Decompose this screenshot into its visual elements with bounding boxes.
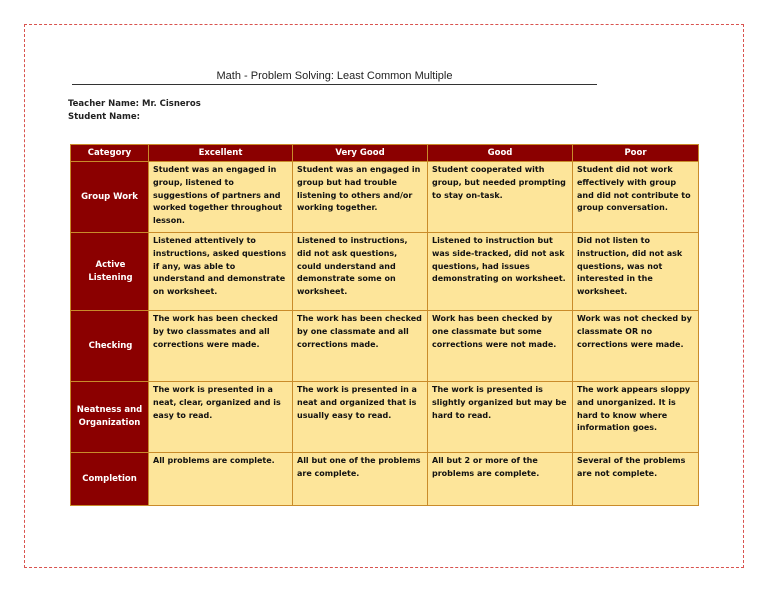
category-cell: Completion: [71, 453, 149, 506]
rubric-cell: The work appears sloppy and unorganized. It is hard to know where information goes.: [573, 382, 699, 453]
category-cell: Active Listening: [71, 233, 149, 311]
rubric-cell: Listened to instructions, did not ask questions, could understand and demonstrate some on worksheet.: [293, 233, 428, 311]
rubric-cell: The work is presented in a neat, clear, organized and is easy to read.: [149, 382, 293, 453]
rubric-cell: Listened to instruction but was side-tracked, did not ask questions, had issues demonstrating on worksheet.: [428, 233, 573, 311]
rubric-cell: Student did not work effectively with group and did not contribute to group conversation.: [573, 162, 699, 233]
header-excellent: Excellent: [149, 145, 293, 162]
rubric-cell: Student was an engaged in group but had trouble listening to others and/or working together.: [293, 162, 428, 233]
table-row: [71, 311, 699, 382]
category-cell: Group Work: [71, 162, 149, 233]
student-label: Student Name:: [68, 112, 141, 122]
rubric-cell: The work has been checked by one classmate and all corrections made.: [293, 311, 428, 382]
header-category: Category: [71, 145, 149, 162]
table-row: [71, 382, 699, 453]
table-row: [71, 233, 699, 311]
rubric-cell: Student cooperated with group, but needed prompting to stay on-task.: [428, 162, 573, 233]
student-line: [68, 112, 140, 122]
rubric-cell: The work is presented in a neat and organized that is usually easy to read.: [293, 382, 428, 453]
rubric-cell: All but 2 or more of the problems are complete.: [428, 453, 573, 506]
teacher-line: [68, 99, 201, 109]
header-good: Good: [428, 145, 573, 162]
rubric-cell: All but one of the problems are complete.: [293, 453, 428, 506]
rubric-cell: The work has been checked by two classmates and all corrections were made.: [149, 311, 293, 382]
rubric-cell: Student was an engaged in group, listened to suggestions of partners and worked together throughout lesson.: [149, 162, 293, 233]
category-cell: Checking: [71, 311, 149, 382]
rubric-cell: All problems are complete.: [149, 453, 293, 506]
rubric-cell: Work has been checked by one classmate but some corrections were not made.: [428, 311, 573, 382]
rubric-cell: Several of the problems are not complete.: [573, 453, 699, 506]
header-poor: Poor: [573, 145, 699, 162]
rubric-cell: Listened attentively to instructions, asked questions if any, was able to understand and demonstrate on worksheet.: [149, 233, 293, 311]
table-row: [71, 162, 699, 233]
rubric-cell: The work is presented is slightly organized but may be hard to read.: [428, 382, 573, 453]
teacher-name: Mr. Cisneros: [142, 99, 201, 109]
category-cell: Neatness and Organization: [71, 382, 149, 453]
rubric-header-row: [71, 145, 699, 162]
document-title: Math - Problem Solving: Least Common Multiple: [72, 70, 597, 85]
rubric-cell: Work was not checked by classmate OR no corrections were made.: [573, 311, 699, 382]
table-row: [71, 453, 699, 506]
header-very-good: Very Good: [293, 145, 428, 162]
rubric-cell: Did not listen to instruction, did not ask questions, was not interested in the worksheet.: [573, 233, 699, 311]
rubric-table: [70, 144, 699, 506]
teacher-label: Teacher Name:: [68, 99, 140, 109]
